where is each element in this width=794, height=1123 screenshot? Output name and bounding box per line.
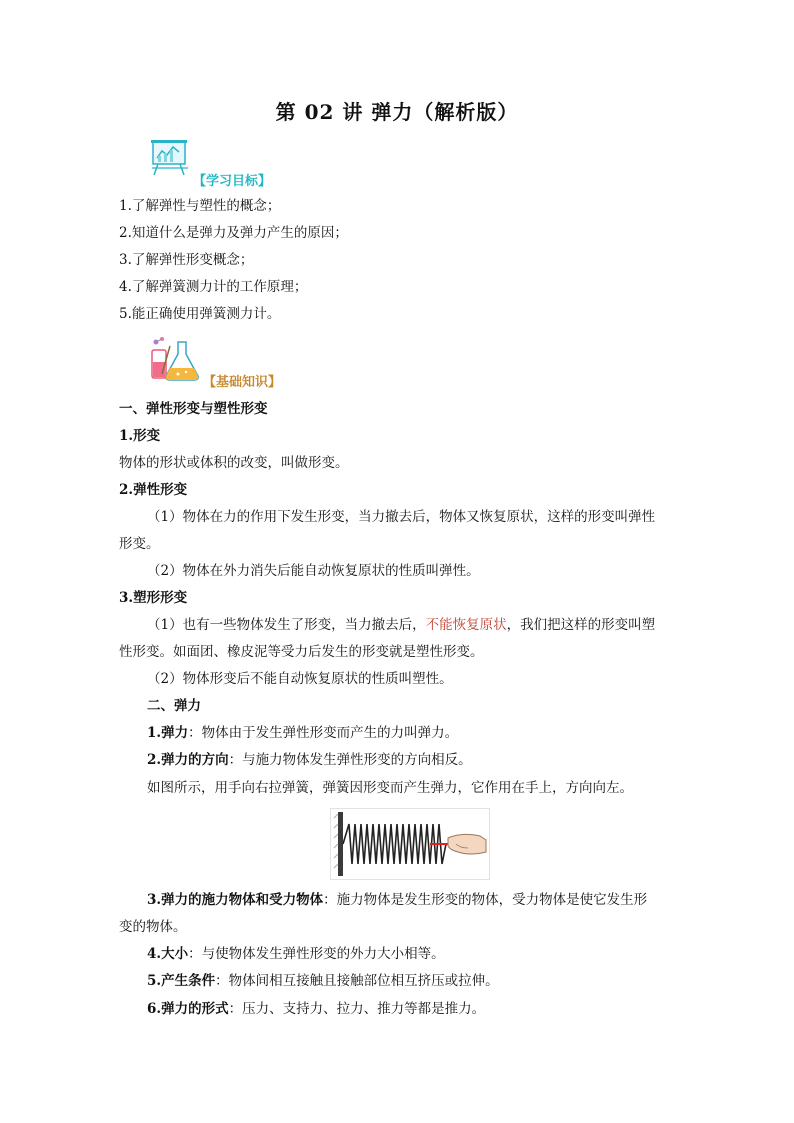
paragraph [147, 1000, 707, 1018]
paragraph: 性形变。如面团、橡皮泥等受力后发生的形变就是塑性形变。 [119, 644, 484, 660]
basics-label: 【基础知识】 [203, 375, 282, 390]
goal-item: 5.能正确使用弹簧测力计。 [119, 306, 281, 322]
teaching-board-icon [148, 138, 192, 178]
paragraph [147, 616, 707, 634]
text-run: ：物体间相互接触且接触部位相互挤压或拉伸。 [215, 973, 499, 989]
goal-item: 2.知道什么是弹力及弹力产生的原因； [119, 225, 348, 241]
term-label: 5.产生条件 [147, 973, 216, 989]
paragraph [147, 891, 707, 909]
subsection-heading: 1.形变 [119, 428, 161, 444]
paragraph: 变的物体。 [119, 919, 187, 935]
paragraph [147, 724, 707, 742]
paragraph: 形变。 [119, 536, 160, 552]
text-run: ，我们把这样的形变叫塑 [506, 617, 656, 633]
term-label: 6.弹力的形式 [147, 1001, 229, 1017]
term-label: 1.弹力 [147, 725, 189, 741]
paragraph: （1）物体在力的作用下发生形变，当力撤去后，物体又恢复原状，这样的形变叫弹性 [147, 509, 656, 525]
text-run: ：压力、支持力、拉力、推力等都是推力。 [228, 1001, 486, 1017]
text-run: ：施力物体是发生形变的物体，受力物体是使它发生形 [323, 892, 648, 908]
term-label: 2.弹力的方向 [147, 752, 229, 768]
section-heading: 一、弹性形变与塑性形变 [119, 401, 268, 417]
highlight-text: 不能恢复原状 [425, 617, 507, 633]
paragraph: 物体的形状或体积的改变，叫做形变。 [119, 455, 349, 471]
subsection-heading: 3.塑形形变 [119, 590, 188, 606]
paragraph [147, 945, 707, 963]
paragraph [147, 751, 707, 769]
text-run: ：与使物体发生弹性形变的外力大小相等。 [188, 946, 445, 962]
paragraph: （2）物体形变后不能自动恢复原状的性质叫塑性。 [147, 671, 453, 687]
paragraph: 如图所示，用手向右拉弹簧，弹簧因形变而产生弹力，它作用在手上，方向向左。 [147, 780, 633, 796]
paragraph: （2）物体在外力消失后能自动恢复原状的性质叫弹性。 [147, 563, 480, 579]
goal-item: 3.了解弹性形变概念； [119, 252, 254, 268]
section-heading: 二、弹力 [147, 698, 201, 714]
lab-flask-icon [148, 336, 202, 382]
term-label: 3.弹力的施力物体和受力物体 [147, 892, 324, 908]
term-label: 4.大小 [147, 946, 189, 962]
paragraph [147, 972, 707, 990]
goal-item: 1.了解弹性与塑性的概念； [119, 198, 281, 214]
page-title: 第 02 讲 弹力（解析版） [275, 100, 519, 124]
goals-label: 【学习目标】 [193, 174, 272, 189]
text-run: ：与施力物体发生弹性形变的方向相反。 [228, 752, 472, 768]
text-run: （1）也有一些物体发生了形变，当力撤去后， [147, 617, 426, 633]
text-run: ：物体由于发生弹性形变而产生的力叫弹力。 [188, 725, 459, 741]
goal-item: 4.了解弹簧测力计的工作原理； [119, 279, 308, 295]
spring-hand-figure [330, 808, 490, 880]
subsection-heading: 2.弹性形变 [119, 482, 188, 498]
